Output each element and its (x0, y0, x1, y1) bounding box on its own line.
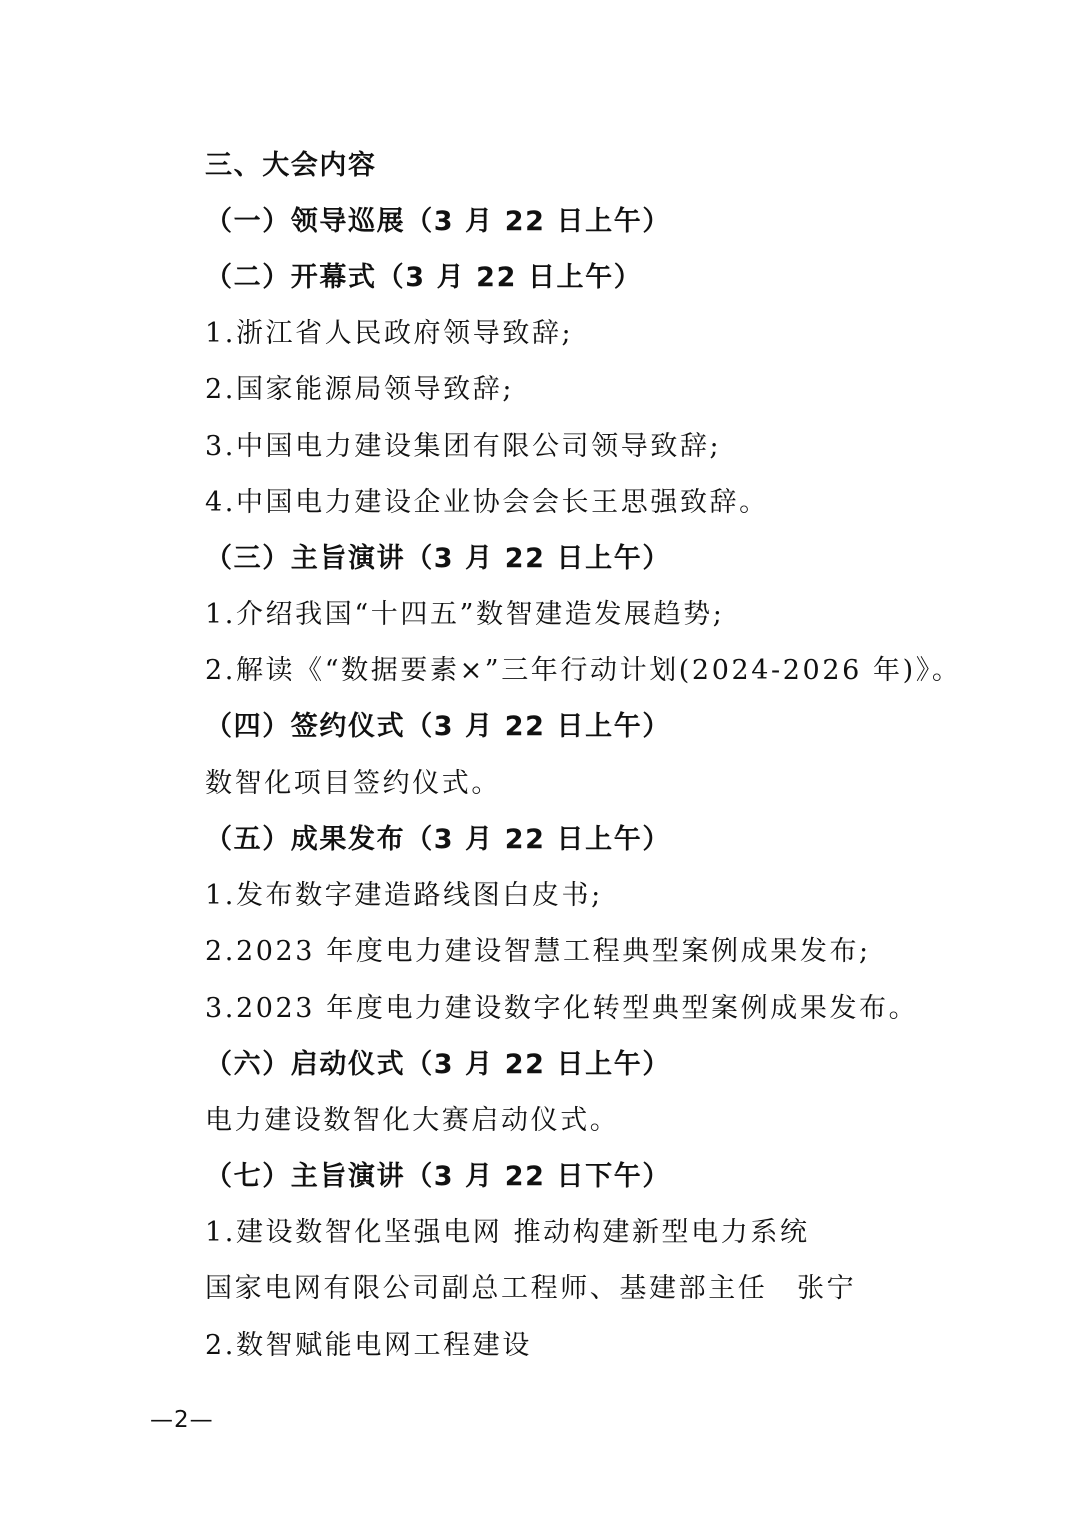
body-text: 电力建设数智化大赛启动仪式。 (205, 1105, 620, 1136)
list-item: 3.中国电力建设集团有限公司领导致辞; (205, 431, 722, 462)
subsection-heading: （三）主旨演讲（3 月 22 日上午） (205, 543, 671, 574)
list-item: 3.2023 年度电力建设数字化转型典型案例成果发布。 (205, 993, 919, 1024)
subsection-heading: （四）签约仪式（3 月 22 日上午） (205, 711, 671, 742)
list-item: 1.建设数智化坚强电网 推动构建新型电力系统 (205, 1217, 810, 1248)
subsection-heading: （五）成果发布（3 月 22 日上午） (205, 824, 671, 855)
subsection-heading: （一）领导巡展（3 月 22 日上午） (205, 206, 671, 237)
speaker-line: 国家电网有限公司副总工程师、基建部主任 张宁 (205, 1273, 857, 1304)
list-item: 1.浙江省人民政府领导致辞; (205, 318, 574, 349)
list-item: 2.2023 年度电力建设智慧工程典型案例成果发布; (205, 936, 871, 967)
subsection-heading: （六）启动仪式（3 月 22 日上午） (205, 1049, 671, 1080)
page-number: —2— (150, 1407, 214, 1433)
list-item: 2.国家能源局领导致辞; (205, 374, 515, 405)
body-text: 数智化项目签约仪式。 (205, 768, 501, 799)
list-item: 2.解读《“数据要素×”三年行动计划(2024-2026 年)》。 (205, 655, 962, 686)
section-title: 三、大会内容 (205, 150, 377, 181)
subsection-heading: （二）开幕式（3 月 22 日上午） (205, 262, 643, 293)
list-item: 2.数智赋能电网工程建设 (205, 1330, 532, 1361)
list-item: 1.发布数字建造路线图白皮书; (205, 880, 603, 911)
list-item: 1.介绍我国“十四五”数智建造发展趋势; (205, 599, 725, 630)
list-item: 4.中国电力建设企业协会会长王思强致辞。 (205, 487, 769, 518)
subsection-heading: （七）主旨演讲（3 月 22 日下午） (205, 1161, 671, 1192)
